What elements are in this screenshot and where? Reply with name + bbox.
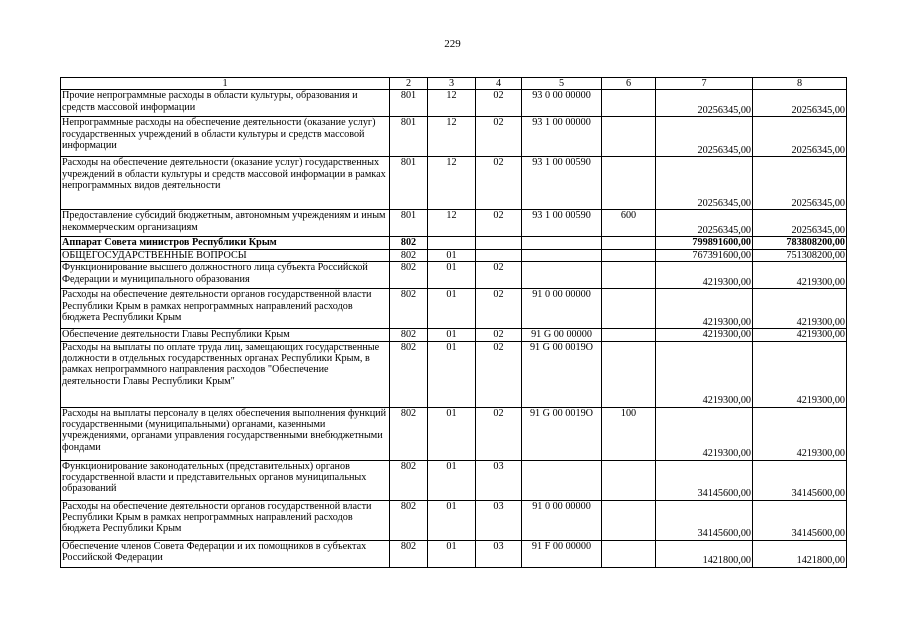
col-4-code: 02 — [476, 262, 522, 289]
col-7-amount: 4219300,00 — [656, 289, 753, 329]
col-5-code — [522, 237, 602, 249]
col-4-code: 02 — [476, 289, 522, 329]
table-row — [61, 460, 847, 500]
col-2-code: 801 — [390, 90, 428, 117]
col-3-code: 12 — [428, 117, 476, 157]
column-header: 6 — [602, 78, 656, 90]
table-row — [61, 90, 847, 117]
col-2-code: 802 — [390, 341, 428, 407]
col-5-code: 93 1 00 00590 — [522, 210, 602, 237]
column-header: 2 — [390, 78, 428, 90]
col-3-code: 12 — [428, 210, 476, 237]
col-8-amount: 4219300,00 — [753, 407, 847, 460]
col-6-code — [602, 329, 656, 341]
column-header: 7 — [656, 78, 753, 90]
col-4-code: 02 — [476, 90, 522, 117]
col-8-amount: 4219300,00 — [753, 262, 847, 289]
col-5-code: 91 G 00 0019О — [522, 407, 602, 460]
col-7-amount: 4219300,00 — [656, 407, 753, 460]
row-name: Функционирование законодательных (представительных) органов государственной власти и представительных органов муниципальных образований — [61, 460, 390, 500]
col-2-code: 801 — [390, 210, 428, 237]
table-row — [61, 407, 847, 460]
col-5-code: 91 G 00 0019О — [522, 341, 602, 407]
col-6-code — [602, 540, 656, 567]
row-name: Расходы на обеспечение деятельности (оказание услуг) государственных учреждений в области культуры и средств массовой информации в рамках непрограммных видов деятельности — [61, 157, 390, 210]
col-7-amount: 34145600,00 — [656, 500, 753, 540]
col-5-code — [522, 460, 602, 500]
col-4-code: 02 — [476, 117, 522, 157]
table-row — [61, 341, 847, 407]
col-5-code: 91 0 00 00000 — [522, 289, 602, 329]
row-name: Расходы на обеспечение деятельности органов государственной власти Республики Крым в рамках непрограммных направлений расходов бюджета Республики Крым — [61, 500, 390, 540]
col-8-amount: 34145600,00 — [753, 500, 847, 540]
col-2-code: 802 — [390, 540, 428, 567]
row-name: Обеспечение деятельности Главы Республики Крым — [61, 329, 390, 341]
col-8-amount: 4219300,00 — [753, 341, 847, 407]
col-4-code: 02 — [476, 341, 522, 407]
col-5-code: 91 G 00 00000 — [522, 329, 602, 341]
table-header-row — [61, 78, 847, 90]
column-header: 8 — [753, 78, 847, 90]
col-7-amount: 1421800,00 — [656, 540, 753, 567]
col-7-amount: 20256345,00 — [656, 210, 753, 237]
col-4-code: 02 — [476, 329, 522, 341]
col-3-code: 01 — [428, 262, 476, 289]
col-6-code — [602, 262, 656, 289]
col-7-amount: 4219300,00 — [656, 329, 753, 341]
row-name: Расходы на обеспечение деятельности органов государственной власти Республики Крым в рамках непрограммных направлений расходов бюджета Республики Крым — [61, 289, 390, 329]
col-6-code — [602, 289, 656, 329]
col-3-code — [428, 237, 476, 249]
row-name: Расходы на выплаты персоналу в целях обеспечения выполнения функций государственными (муниципальными) органами, казенными учреждениями, органами управления государственными внебюджетными фондами — [61, 407, 390, 460]
col-8-amount: 20256345,00 — [753, 90, 847, 117]
budget-table — [60, 77, 847, 568]
row-name: Аппарат Совета министров Республики Крым — [61, 237, 390, 249]
col-2-code: 802 — [390, 289, 428, 329]
col-5-code: 91 0 00 00000 — [522, 500, 602, 540]
table-row — [61, 540, 847, 567]
col-8-amount: 34145600,00 — [753, 460, 847, 500]
col-3-code: 12 — [428, 157, 476, 210]
table-row — [61, 289, 847, 329]
page-number: 229 — [444, 38, 461, 50]
table-row — [61, 262, 847, 289]
col-5-code — [522, 249, 602, 261]
col-3-code: 12 — [428, 90, 476, 117]
col-6-code — [602, 249, 656, 261]
row-name: ОБЩЕГОСУДАРСТВЕННЫЕ ВОПРОСЫ — [61, 249, 390, 261]
col-3-code: 01 — [428, 289, 476, 329]
col-5-code: 93 0 00 00000 — [522, 90, 602, 117]
col-7-amount: 4219300,00 — [656, 262, 753, 289]
col-2-code: 802 — [390, 262, 428, 289]
col-7-amount: 767391600,00 — [656, 249, 753, 261]
col-2-code: 802 — [390, 407, 428, 460]
col-4-code: 02 — [476, 157, 522, 210]
col-8-amount: 20256345,00 — [753, 157, 847, 210]
col-7-amount: 799891600,00 — [656, 237, 753, 249]
col-8-amount: 20256345,00 — [753, 210, 847, 237]
col-6-code — [602, 460, 656, 500]
col-3-code: 01 — [428, 407, 476, 460]
col-2-code: 802 — [390, 460, 428, 500]
col-4-code: 03 — [476, 540, 522, 567]
column-header: 4 — [476, 78, 522, 90]
col-3-code: 01 — [428, 329, 476, 341]
col-3-code: 01 — [428, 341, 476, 407]
col-6-code — [602, 117, 656, 157]
col-2-code: 802 — [390, 249, 428, 261]
col-6-code — [602, 500, 656, 540]
col-3-code: 01 — [428, 249, 476, 261]
table-row — [61, 210, 847, 237]
row-name: Прочие непрограммные расходы в области культуры, образования и средств массовой информации — [61, 90, 390, 117]
column-header: 3 — [428, 78, 476, 90]
table-row — [61, 329, 847, 341]
table-row — [61, 500, 847, 540]
col-6-code: 600 — [602, 210, 656, 237]
col-2-code: 801 — [390, 117, 428, 157]
col-5-code: 91 F 00 00000 — [522, 540, 602, 567]
col-5-code: 93 1 00 00000 — [522, 117, 602, 157]
col-6-code: 100 — [602, 407, 656, 460]
col-8-amount: 4219300,00 — [753, 289, 847, 329]
col-6-code — [602, 237, 656, 249]
table-row — [61, 249, 847, 261]
col-7-amount: 4219300,00 — [656, 341, 753, 407]
col-7-amount: 20256345,00 — [656, 117, 753, 157]
col-7-amount: 20256345,00 — [656, 157, 753, 210]
col-6-code — [602, 157, 656, 210]
col-4-code: 02 — [476, 210, 522, 237]
col-7-amount: 34145600,00 — [656, 460, 753, 500]
col-3-code: 01 — [428, 500, 476, 540]
col-2-code: 802 — [390, 237, 428, 249]
row-name: Обеспечение членов Совета Федерации и их помощников в субъектах Российской Федерации — [61, 540, 390, 567]
col-4-code: 02 — [476, 407, 522, 460]
col-6-code — [602, 90, 656, 117]
col-2-code: 802 — [390, 500, 428, 540]
col-3-code: 01 — [428, 460, 476, 500]
col-3-code: 01 — [428, 540, 476, 567]
column-header: 5 — [522, 78, 602, 90]
col-4-code: 03 — [476, 460, 522, 500]
row-name: Предоставление субсидий бюджетным, автономным учреждениям и иным некоммерческим организациям — [61, 210, 390, 237]
table-row — [61, 237, 847, 249]
col-2-code: 802 — [390, 329, 428, 341]
col-2-code: 801 — [390, 157, 428, 210]
col-8-amount: 20256345,00 — [753, 117, 847, 157]
col-7-amount: 20256345,00 — [656, 90, 753, 117]
col-5-code — [522, 262, 602, 289]
col-8-amount: 751308200,00 — [753, 249, 847, 261]
col-4-code: 03 — [476, 500, 522, 540]
row-name: Функционирование высшего должностного лица субъекта Российской Федерации и муниципального образования — [61, 262, 390, 289]
col-8-amount: 4219300,00 — [753, 329, 847, 341]
row-name: Расходы на выплаты по оплате труда лиц, замещающих государственные должности в отдельных государственных органах Республики Крым, в рамках непрограммного направления расходов "Обеспечение деятельности Главы Республики Крым" — [61, 341, 390, 407]
table-row — [61, 117, 847, 157]
col-4-code — [476, 249, 522, 261]
col-5-code: 93 1 00 00590 — [522, 157, 602, 210]
col-8-amount: 783808200,00 — [753, 237, 847, 249]
row-name: Непрограммные расходы на обеспечение деятельности (оказание услуг) государственных учреждений в области культуры и средств массовой информации — [61, 117, 390, 157]
column-header: 1 — [61, 78, 390, 90]
col-6-code — [602, 341, 656, 407]
col-4-code — [476, 237, 522, 249]
col-8-amount: 1421800,00 — [753, 540, 847, 567]
table-row — [61, 157, 847, 210]
